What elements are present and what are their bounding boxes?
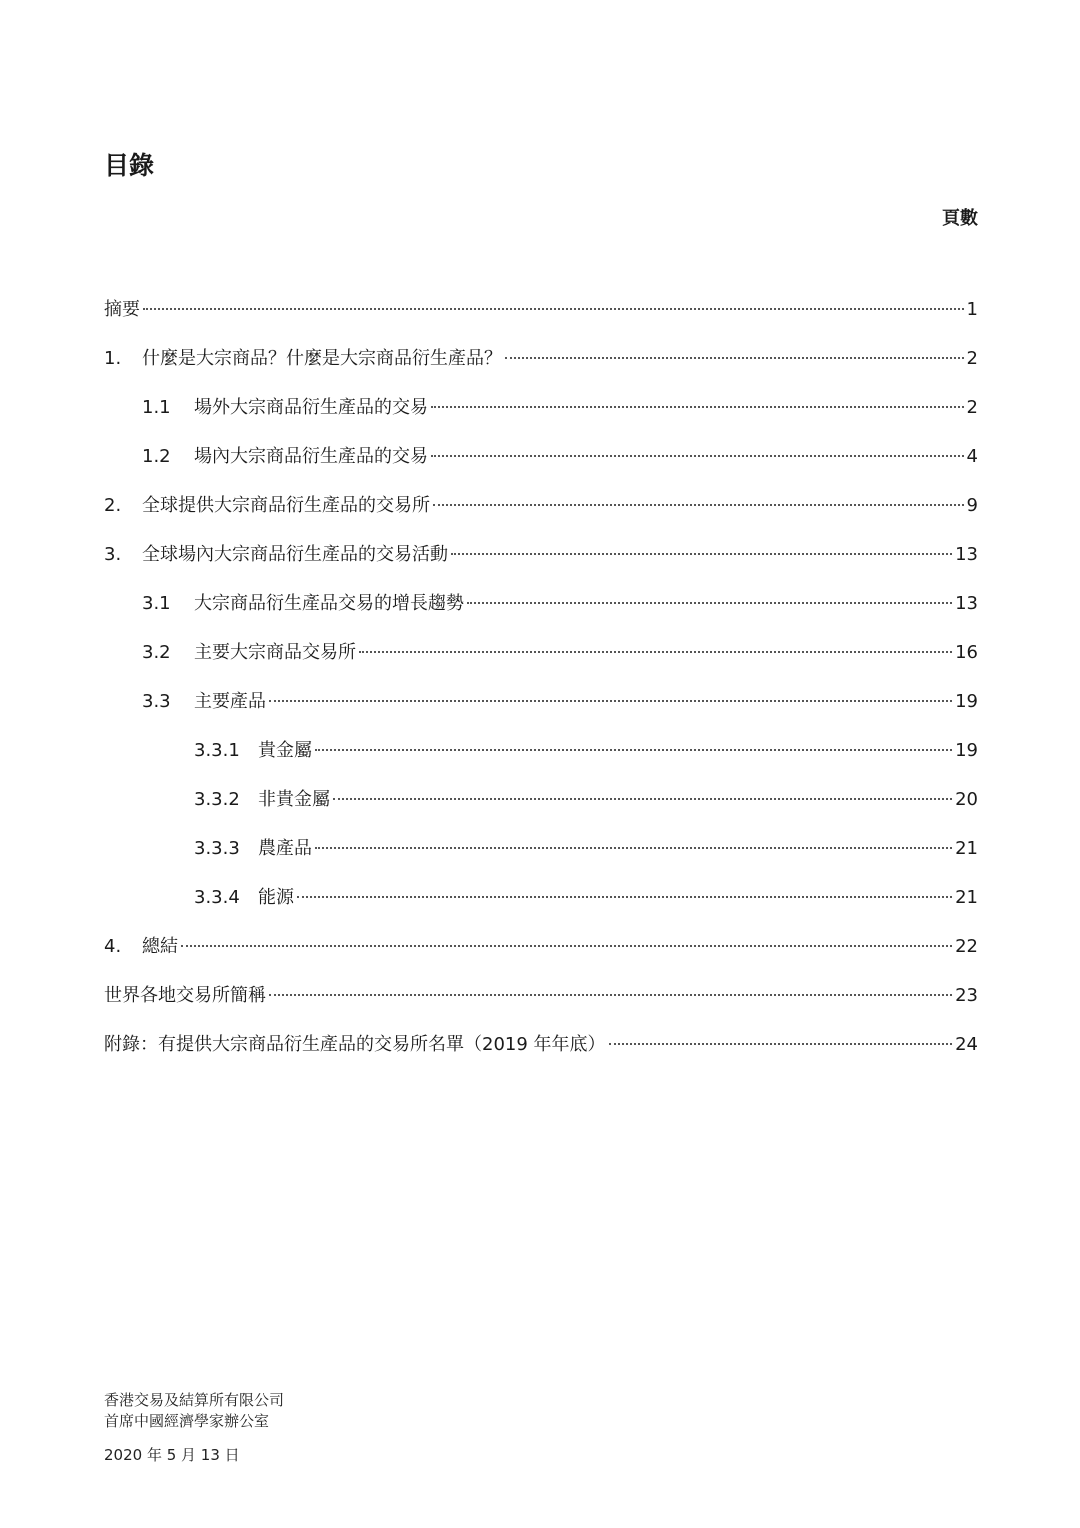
toc-dot-leader	[359, 651, 952, 653]
toc-dot-leader	[315, 847, 952, 849]
toc-entry[interactable]	[104, 788, 978, 837]
toc-entry-page-number: 24	[955, 1034, 978, 1055]
toc-entry-number: 3.2	[142, 642, 171, 663]
table-of-contents	[104, 298, 978, 1082]
toc-entry-title: 摘要	[104, 299, 140, 320]
toc-entry-page-number: 19	[955, 740, 978, 761]
toc-entry-page-number: 2	[966, 348, 978, 369]
toc-dot-leader	[467, 602, 952, 604]
toc-entry-title: 非貴金屬	[258, 789, 330, 810]
toc-entry-title: 附錄：有提供大宗商品衍生產品的交易所名單（2019 年年底）	[104, 1034, 606, 1055]
toc-entry-page-number: 21	[955, 838, 978, 859]
toc-entry[interactable]	[104, 1033, 978, 1082]
toc-entry-number: 3.	[104, 544, 122, 565]
toc-entry-number: 3.3.3	[194, 838, 240, 859]
toc-entry-title: 主要大宗商品交易所	[194, 642, 356, 663]
toc-entry[interactable]	[104, 396, 978, 445]
toc-entry-number: 1.	[104, 348, 122, 369]
toc-dot-leader	[269, 700, 952, 702]
toc-entry-page-number: 23	[955, 985, 978, 1006]
toc-entry-title: 總結	[142, 936, 178, 957]
toc-entry-title: 能源	[258, 887, 294, 908]
toc-entry[interactable]	[104, 494, 978, 543]
toc-dot-leader	[431, 455, 964, 457]
toc-entry-number: 3.3	[142, 691, 171, 712]
page-number-column-header: 頁數	[942, 208, 978, 229]
toc-entry-number: 1.1	[142, 397, 171, 418]
toc-dot-leader	[181, 945, 952, 947]
toc-entry-page-number: 13	[955, 544, 978, 565]
toc-entry-page-number: 13	[955, 593, 978, 614]
toc-entry-page-number: 21	[955, 887, 978, 908]
toc-entry[interactable]	[104, 690, 978, 739]
toc-entry-number: 3.3.4	[194, 887, 240, 908]
toc-entry[interactable]	[104, 984, 978, 1033]
page-title: 目錄	[104, 151, 155, 180]
footer-department: 首席中國經濟學家辦公室	[104, 1412, 270, 1430]
toc-entry-page-number: 20	[955, 789, 978, 810]
toc-entry[interactable]	[104, 298, 978, 347]
toc-entry-title: 場外大宗商品衍生產品的交易	[194, 397, 428, 418]
toc-dot-leader	[609, 1043, 953, 1045]
toc-dot-leader	[451, 553, 952, 555]
toc-entry[interactable]	[104, 445, 978, 494]
toc-entry-title: 世界各地交易所簡稱	[104, 985, 266, 1006]
toc-dot-leader	[143, 308, 964, 310]
toc-entry-number: 2.	[104, 495, 122, 516]
toc-entry-title: 主要產品	[194, 691, 266, 712]
toc-entry-page-number: 22	[955, 936, 978, 957]
toc-entry-number: 3.3.1	[194, 740, 240, 761]
toc-dot-leader	[433, 504, 964, 506]
toc-entry-number: 1.2	[142, 446, 171, 467]
toc-entry-page-number: 4	[966, 446, 978, 467]
toc-entry-page-number: 2	[966, 397, 978, 418]
toc-entry-page-number: 9	[966, 495, 978, 516]
toc-entry[interactable]	[104, 543, 978, 592]
toc-dot-leader	[431, 406, 964, 408]
toc-entry-title: 場內大宗商品衍生產品的交易	[194, 446, 428, 467]
footer-organization: 香港交易及結算所有限公司	[104, 1391, 285, 1409]
toc-entry[interactable]	[104, 886, 978, 935]
toc-entry-page-number: 16	[955, 642, 978, 663]
toc-entry[interactable]	[104, 935, 978, 984]
toc-dot-leader	[269, 994, 952, 996]
toc-entry-number: 3.3.2	[194, 789, 240, 810]
toc-entry-number: 3.1	[142, 593, 171, 614]
toc-entry-title: 全球場內大宗商品衍生產品的交易活動	[142, 544, 448, 565]
toc-dot-leader	[315, 749, 952, 751]
toc-entry-number: 4.	[104, 936, 122, 957]
footer-date: 2020 年 5 月 13 日	[104, 1446, 240, 1464]
footer	[104, 1390, 284, 1466]
toc-entry[interactable]	[104, 347, 978, 396]
toc-dot-leader	[297, 896, 952, 898]
toc-entry-title: 大宗商品衍生產品交易的增長趨勢	[194, 593, 464, 614]
toc-entry[interactable]	[104, 592, 978, 641]
toc-entry[interactable]	[104, 739, 978, 788]
toc-entry-title: 全球提供大宗商品衍生產品的交易所	[142, 495, 430, 516]
toc-dot-leader	[505, 357, 964, 359]
toc-entry[interactable]	[104, 837, 978, 886]
toc-entry[interactable]	[104, 641, 978, 690]
toc-entry-title: 農產品	[258, 838, 312, 859]
toc-entry-page-number: 1	[966, 299, 978, 320]
toc-dot-leader	[333, 798, 952, 800]
toc-entry-title: 貴金屬	[258, 740, 312, 761]
toc-entry-page-number: 19	[955, 691, 978, 712]
toc-entry-title: 什麼是大宗商品？什麼是大宗商品衍生產品？	[142, 348, 502, 369]
